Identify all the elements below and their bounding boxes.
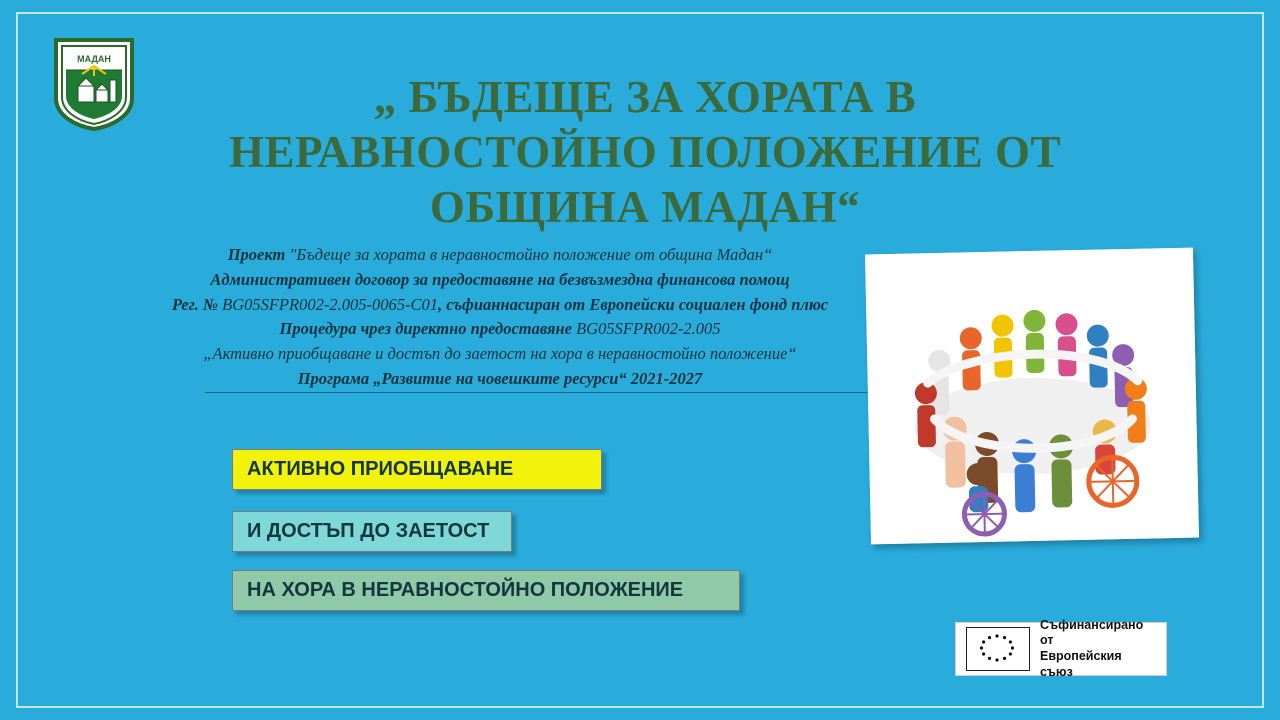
- divider-line: [205, 392, 880, 393]
- project-reg-number: BG05SFPR002-2.005-0065-C01: [222, 294, 438, 314]
- madan-coat-of-arms-icon: [52, 36, 136, 132]
- project-line-1-bold: Проект: [227, 245, 286, 264]
- project-procedure-code: BG05SFPR002-2.005: [576, 319, 721, 339]
- project-reg-suffix: , съфианнасиран от Европейски социален фонд плюс: [437, 294, 829, 314]
- project-info-block: [120, 243, 880, 392]
- project-line-3: [120, 293, 880, 318]
- project-line-4: [120, 317, 880, 342]
- project-procedure-label: Процедура чрез директно предоставяне: [279, 319, 572, 339]
- eu-cofunding-logo: [955, 617, 1167, 679]
- project-line-1-rest: "Бъдеще за хората в неравностойно положение от община Мадан“: [289, 245, 773, 264]
- eu-logo-text: [1040, 618, 1156, 681]
- eu-flag-icon: [966, 627, 1030, 671]
- emblem-town-label: МАДАН: [77, 54, 111, 64]
- title-line-2: НЕРАВНОСТОЙНО ПОЛОЖЕНИЕ ОТ: [229, 126, 1061, 177]
- callout-bar-3-label: НА ХОРА В НЕРАВНОСТОЙНО ПОЛОЖЕНИЕ: [247, 579, 684, 601]
- callout-bar-1-label: АКТИВНО ПРИОБЩАВАНЕ: [247, 458, 514, 480]
- project-line-5: „Активно приобщаване и достъп до заетост на хора в неравностойно положение“: [203, 344, 797, 363]
- callout-bar-active-inclusion: [232, 449, 602, 490]
- callout-bar-disadvantaged-people: [232, 570, 740, 611]
- project-line-6: Програма „Развитие на човешките ресурси“ 2021-2027: [297, 368, 703, 388]
- eu-logo-line-2: Европейския съюз: [1040, 649, 1122, 679]
- people-circle-photo: [865, 248, 1199, 545]
- project-line-2: Административен договор за предоставяне на безвъзмездна финансова помощ: [210, 269, 790, 289]
- slide-title: [150, 70, 1140, 235]
- callout-bar-employment-access: [232, 511, 512, 552]
- title-line-3: ОБЩИНА МАДАН“: [429, 181, 861, 232]
- callout-bar-2-label: И ДОСТЪП ДО ЗАЕТОСТ: [247, 520, 490, 542]
- title-line-1: „ БЪДЕЩЕ ЗА ХОРАТА В: [373, 72, 917, 122]
- eu-logo-line-1: Съфинансирано от: [1040, 617, 1144, 648]
- project-reg-label: Рег. №: [171, 294, 218, 314]
- project-line-1: [120, 243, 880, 268]
